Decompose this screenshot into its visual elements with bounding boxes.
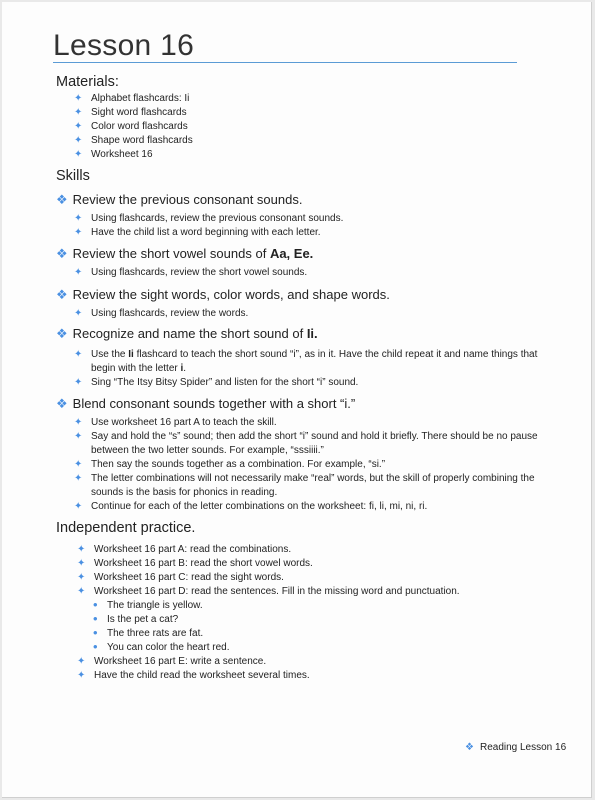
practice-heading: Independent practice. [56,520,196,536]
four-point-star-icon: ✦ [74,349,83,360]
four-point-star-icon: ✦ [74,135,83,146]
four-point-star-icon: ✦ [74,107,83,118]
four-point-star-icon: ✦ [77,670,86,681]
skill-bullet: ✦ The letter combinations will not necessarily make “real” words, but the skill of properly combining the [74,473,535,484]
four-point-star-icon: ✦ [74,267,83,278]
skill-bullet-continuation: sounds is the basis for phonics in reading. [91,487,278,498]
four-point-star-icon: ✦ [74,501,83,512]
skill-bullet: ✦ Using flashcards, review the short vowel sounds. [74,267,308,278]
skill-bullet-continuation: begin with the letter i. [91,363,187,374]
four-diamond-icon: ❖ [56,396,68,411]
skill-bullet: ✦ Have the child list a word beginning with each letter. [74,227,321,238]
skill-bullet: ✦ Use the Ii flashcard to teach the short sound “i”, as in it. Have the child repeat it and name things that [74,349,538,360]
four-point-star-icon: ✦ [74,473,83,484]
four-diamond-icon: ❖ [465,742,474,753]
four-point-star-icon: ✦ [77,544,86,555]
four-point-star-icon: ✦ [74,431,83,442]
materials-heading: Materials: [56,74,119,90]
skill-bullet: ✦ Then say the sounds together as a combination. For example, “si.” [74,459,386,470]
four-point-star-icon: ✦ [74,227,83,238]
skill-bullet: ✦ Using flashcards, review the previous consonant sounds. [74,213,344,224]
four-diamond-icon: ❖ [56,326,68,341]
four-point-star-icon: ✦ [74,213,83,224]
four-point-star-icon: ✦ [74,417,83,428]
skill-heading: ❖ Review the short vowel sounds of Aa, Ee. [56,246,314,261]
materials-item: ✦ Worksheet 16 [74,149,153,160]
four-point-star-icon: ✦ [77,558,86,569]
four-diamond-icon: ❖ [56,246,68,261]
practice-item: ✦ Worksheet 16 part B: read the short vowel words. [77,558,313,569]
practice-item: ✦ Worksheet 16 part C: read the sight words. [77,572,284,583]
practice-item: ✦ Worksheet 16 part A: read the combinations. [77,544,292,555]
four-point-star-icon: ✦ [74,149,83,160]
four-point-star-icon: ✦ [74,121,83,132]
page-footer: ❖ Reading Lesson 16 [465,742,567,753]
sentence-item: • The triangle is yellow. [93,597,203,612]
sentence-item: • The three rats are fat. [93,625,204,640]
sentence-item: • You can color the heart red. [93,639,230,654]
skill-heading: ❖ Review the sight words, color words, and shape words. [56,287,390,302]
practice-item: ✦ Have the child read the worksheet several times. [77,670,310,681]
skill-bullet-continuation: between the two letter sounds. For example, “sssiiii.” [91,445,324,456]
skill-bullet: ✦ Using flashcards, review the words. [74,308,249,319]
skill-bullet: ✦ Use worksheet 16 part A to teach the skill. [74,417,277,428]
four-diamond-icon: ❖ [56,192,68,207]
skill-bullet: ✦ Sing “The Itsy Bitsy Spider” and listen for the short “i” sound. [74,377,359,388]
dot-icon: • [93,639,98,654]
skill-heading: ❖ Review the previous consonant sounds. [56,192,303,207]
four-point-star-icon: ✦ [74,93,83,104]
four-point-star-icon: ✦ [77,656,86,667]
materials-item: ✦ Alphabet flashcards: Ii [74,93,190,104]
materials-item: ✦ Color word flashcards [74,121,188,132]
dot-icon: • [93,625,98,640]
four-point-star-icon: ✦ [74,459,83,470]
materials-item: ✦ Sight word flashcards [74,107,187,118]
title-underline [53,62,517,63]
materials-item: ✦ Shape word flashcards [74,135,193,146]
four-diamond-icon: ❖ [56,287,68,302]
document-page [2,2,592,798]
four-point-star-icon: ✦ [77,572,86,583]
skill-bullet: ✦ Say and hold the “s” sound; then add the short “i” sound and hold it briefly. There should be no pause [74,431,538,442]
four-point-star-icon: ✦ [74,377,83,388]
practice-item: ✦ Worksheet 16 part E: write a sentence. [77,656,267,667]
skill-heading: ❖ Recognize and name the short sound of Ii. [56,326,318,341]
four-point-star-icon: ✦ [77,586,86,597]
skill-heading: ❖ Blend consonant sounds together with a short “i.” [56,396,356,411]
skills-heading: Skills [56,168,90,184]
skill-bullet: ✦ Continue for each of the letter combinations on the worksheet: fi, li, mi, ni, ri. [74,501,428,512]
dot-icon: • [93,597,98,612]
sentence-item: • Is the pet a cat? [93,611,179,626]
dot-icon: • [93,611,98,626]
lesson-title: Lesson 16 [53,29,195,62]
practice-item: ✦ Worksheet 16 part D: read the sentences. Fill in the missing word and punctuation. [77,586,460,597]
four-point-star-icon: ✦ [74,308,83,319]
